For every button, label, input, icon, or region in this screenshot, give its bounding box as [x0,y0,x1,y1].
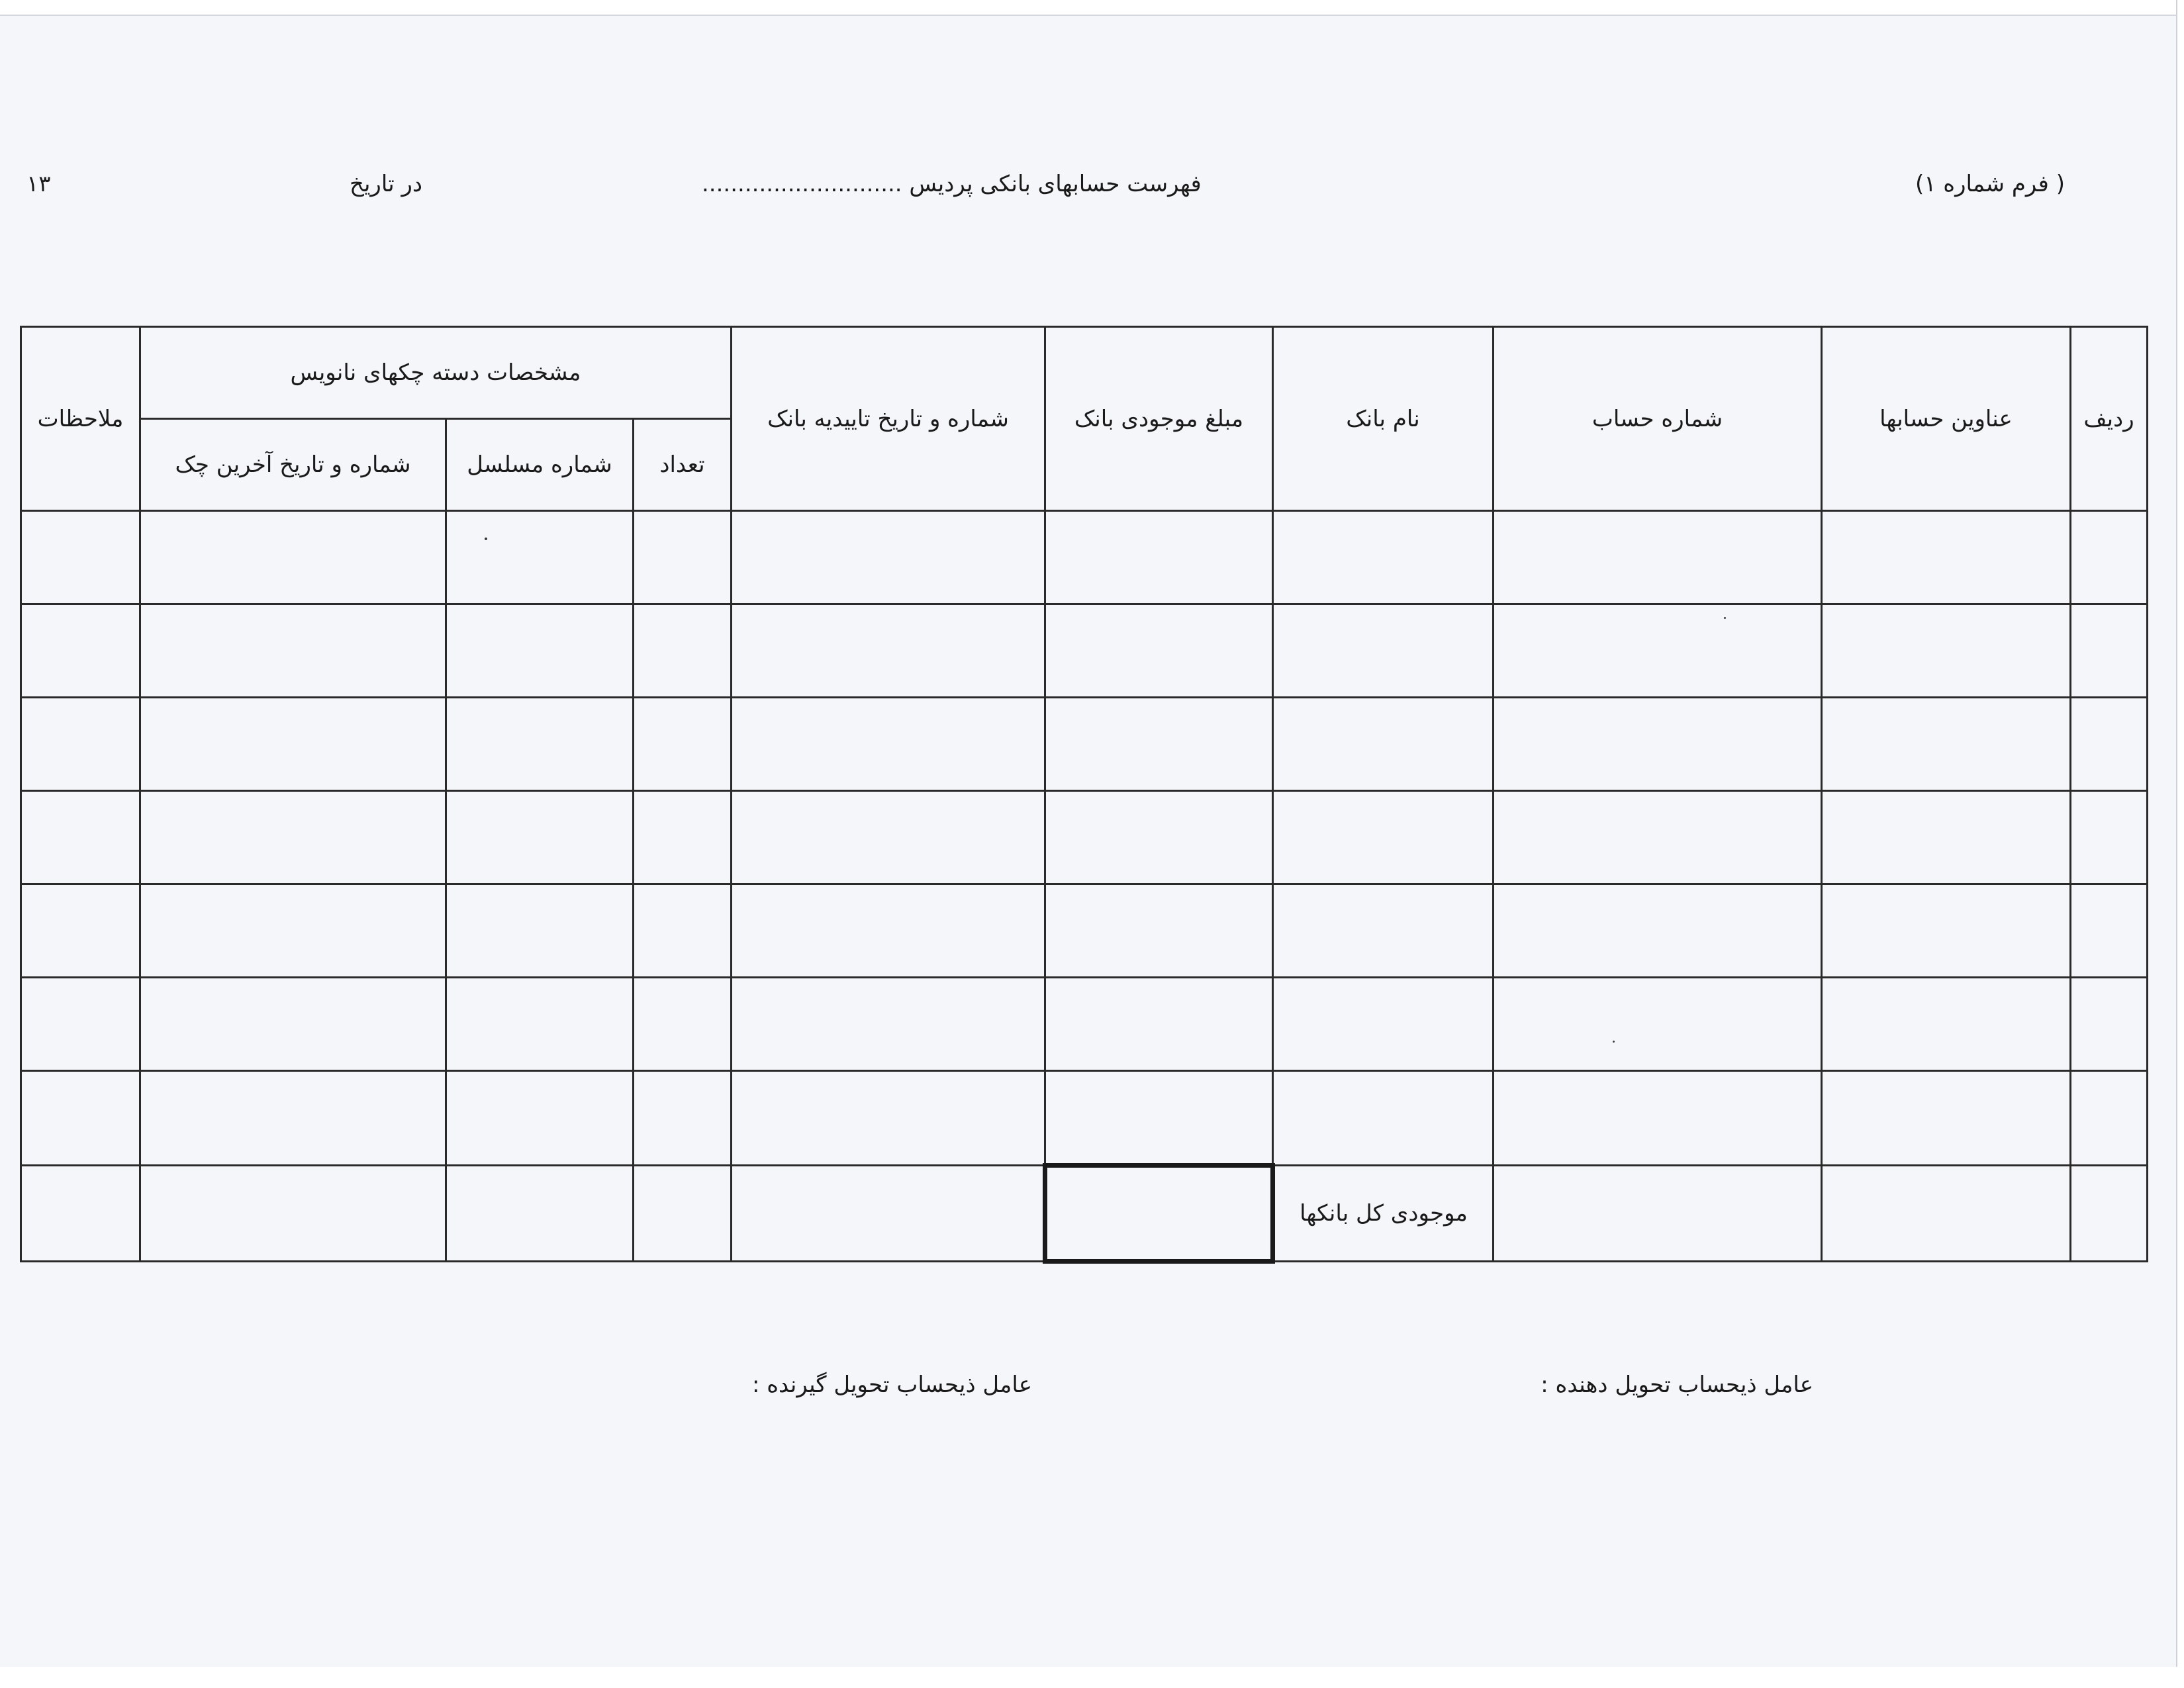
col-header-account-number: شماره حساب [1494,327,1822,511]
cell-serial[interactable] [446,698,634,791]
cell-count[interactable] [634,1071,732,1166]
paper-top-edge [0,0,2184,16]
cell-remarks[interactable] [21,511,140,604]
scan-speck [1613,1041,1615,1043]
cell-row-no[interactable] [2071,698,2148,791]
cell-bank-name[interactable] [1273,698,1494,791]
cell-bank-name[interactable] [1273,1071,1494,1166]
cell-account-number [1494,1166,1822,1262]
paper-bottom-edge [0,1667,2184,1688]
cell-remarks[interactable] [21,791,140,884]
scan-speck [485,538,487,540]
table-row [21,698,2148,791]
cell-account-number[interactable] [1494,511,1822,604]
cell-remarks[interactable] [21,1071,140,1166]
bank-accounts-table [20,326,2148,1264]
cell-confirmation[interactable] [732,511,1045,604]
cell-account-title[interactable] [1822,884,2071,978]
cell-bank-name[interactable] [1273,511,1494,604]
cell-account-title[interactable] [1822,604,2071,698]
cell-row-no[interactable] [2071,511,2148,604]
cell-account-number[interactable] [1494,604,1822,698]
col-header-confirmation: شماره و تاریخ تاییدیه بانک [732,327,1045,511]
cell-serial[interactable] [446,978,634,1071]
document-title: فهرست حسابهای بانکی پردیس ............................ [702,171,1202,197]
col-header-last-cheque: شماره و تاریخ آخرین چک [140,419,446,511]
cell-confirmation[interactable] [732,884,1045,978]
cell-serial[interactable] [446,884,634,978]
table-row [21,884,2148,978]
cell-bank-name[interactable] [1273,604,1494,698]
cell-row-no[interactable] [2071,884,2148,978]
cell-serial[interactable] [446,1071,634,1166]
col-header-cheque-group: مشخصات دسته چکهای نانویس [140,327,732,419]
cell-bank-balance[interactable] [1045,604,1273,698]
form-number: ( فرم شماره ۱) [1915,171,2065,197]
cell-bank-balance[interactable] [1045,978,1273,1071]
signature-giver-label: عامل ذیحساب تحویل دهنده : [1541,1372,1813,1398]
scan-speck [1724,617,1726,619]
cell-remarks [21,1166,140,1262]
cell-account-title [1822,1166,2071,1262]
cell-row-no [2071,1166,2148,1262]
cell-last-cheque[interactable] [140,1071,446,1166]
date-label: در تاریخ [350,171,423,197]
cell-last-cheque [140,1166,446,1262]
total-balance-box[interactable] [1045,1166,1273,1262]
cell-row-no[interactable] [2071,978,2148,1071]
cell-account-title[interactable] [1822,978,2071,1071]
cell-row-no[interactable] [2071,604,2148,698]
cell-account-number[interactable] [1494,1071,1822,1166]
col-header-account-titles: عناوین حسابها [1822,327,2071,511]
cell-last-cheque[interactable] [140,884,446,978]
col-header-bank-balance: مبلغ موجودی بانک [1045,327,1273,511]
cell-bank-balance[interactable] [1045,1071,1273,1166]
col-header-row-no: ردیف [2071,327,2148,511]
col-header-serial: شماره مسلسل [446,419,634,511]
cell-confirmation[interactable] [732,791,1045,884]
table-row [21,791,2148,884]
cell-serial[interactable] [446,604,634,698]
cell-row-no[interactable] [2071,791,2148,884]
cell-account-title[interactable] [1822,511,2071,604]
cell-count[interactable] [634,604,732,698]
cell-account-number[interactable] [1494,884,1822,978]
table-row [21,604,2148,698]
cell-bank-balance[interactable] [1045,698,1273,791]
cell-account-number[interactable] [1494,791,1822,884]
table-row [21,1071,2148,1166]
total-row [21,1166,2148,1262]
cell-bank-balance[interactable] [1045,511,1273,604]
cell-bank-name[interactable] [1273,978,1494,1071]
cell-last-cheque[interactable] [140,511,446,604]
col-header-remarks: ملاحظات [21,327,140,511]
table-row [21,511,2148,604]
signature-receiver-label: عامل ذیحساب تحویل گیرنده : [751,1372,1032,1398]
table-row [21,978,2148,1071]
cell-account-title[interactable] [1822,1071,2071,1166]
cell-account-number[interactable] [1494,698,1822,791]
cell-remarks[interactable] [21,978,140,1071]
cell-count[interactable] [634,511,732,604]
cell-confirmation[interactable] [732,978,1045,1071]
cell-count[interactable] [634,978,732,1071]
cell-account-title[interactable] [1822,698,2071,791]
col-header-count: تعداد [634,419,732,511]
total-balance-label: موجودی کل بانکها [1273,1166,1494,1262]
table-header-row [21,327,2148,419]
cell-remarks[interactable] [21,604,140,698]
cell-last-cheque[interactable] [140,698,446,791]
cell-last-cheque[interactable] [140,978,446,1071]
cell-row-no[interactable] [2071,1071,2148,1166]
cell-count[interactable] [634,698,732,791]
col-header-bank-name: نام بانک [1273,327,1494,511]
cell-count[interactable] [634,884,732,978]
paper-right-edge [2176,0,2184,1688]
cell-count[interactable] [634,791,732,884]
cell-serial[interactable] [446,511,634,604]
cell-count [634,1166,732,1262]
cell-bank-balance[interactable] [1045,791,1273,884]
cell-remarks[interactable] [21,884,140,978]
cell-confirmation[interactable] [732,604,1045,698]
cell-account-title[interactable] [1822,791,2071,884]
cell-last-cheque[interactable] [140,791,446,884]
cell-serial[interactable] [446,791,634,884]
year-prefix: ۱۳ [26,171,51,197]
cell-confirmation[interactable] [732,698,1045,791]
cell-confirmation [732,1166,1045,1262]
cell-bank-name[interactable] [1273,884,1494,978]
cell-remarks[interactable] [21,698,140,791]
cell-confirmation[interactable] [732,1071,1045,1166]
cell-last-cheque[interactable] [140,604,446,698]
cell-serial [446,1166,634,1262]
cell-account-number[interactable] [1494,978,1822,1071]
cell-bank-balance[interactable] [1045,884,1273,978]
cell-bank-name[interactable] [1273,791,1494,884]
